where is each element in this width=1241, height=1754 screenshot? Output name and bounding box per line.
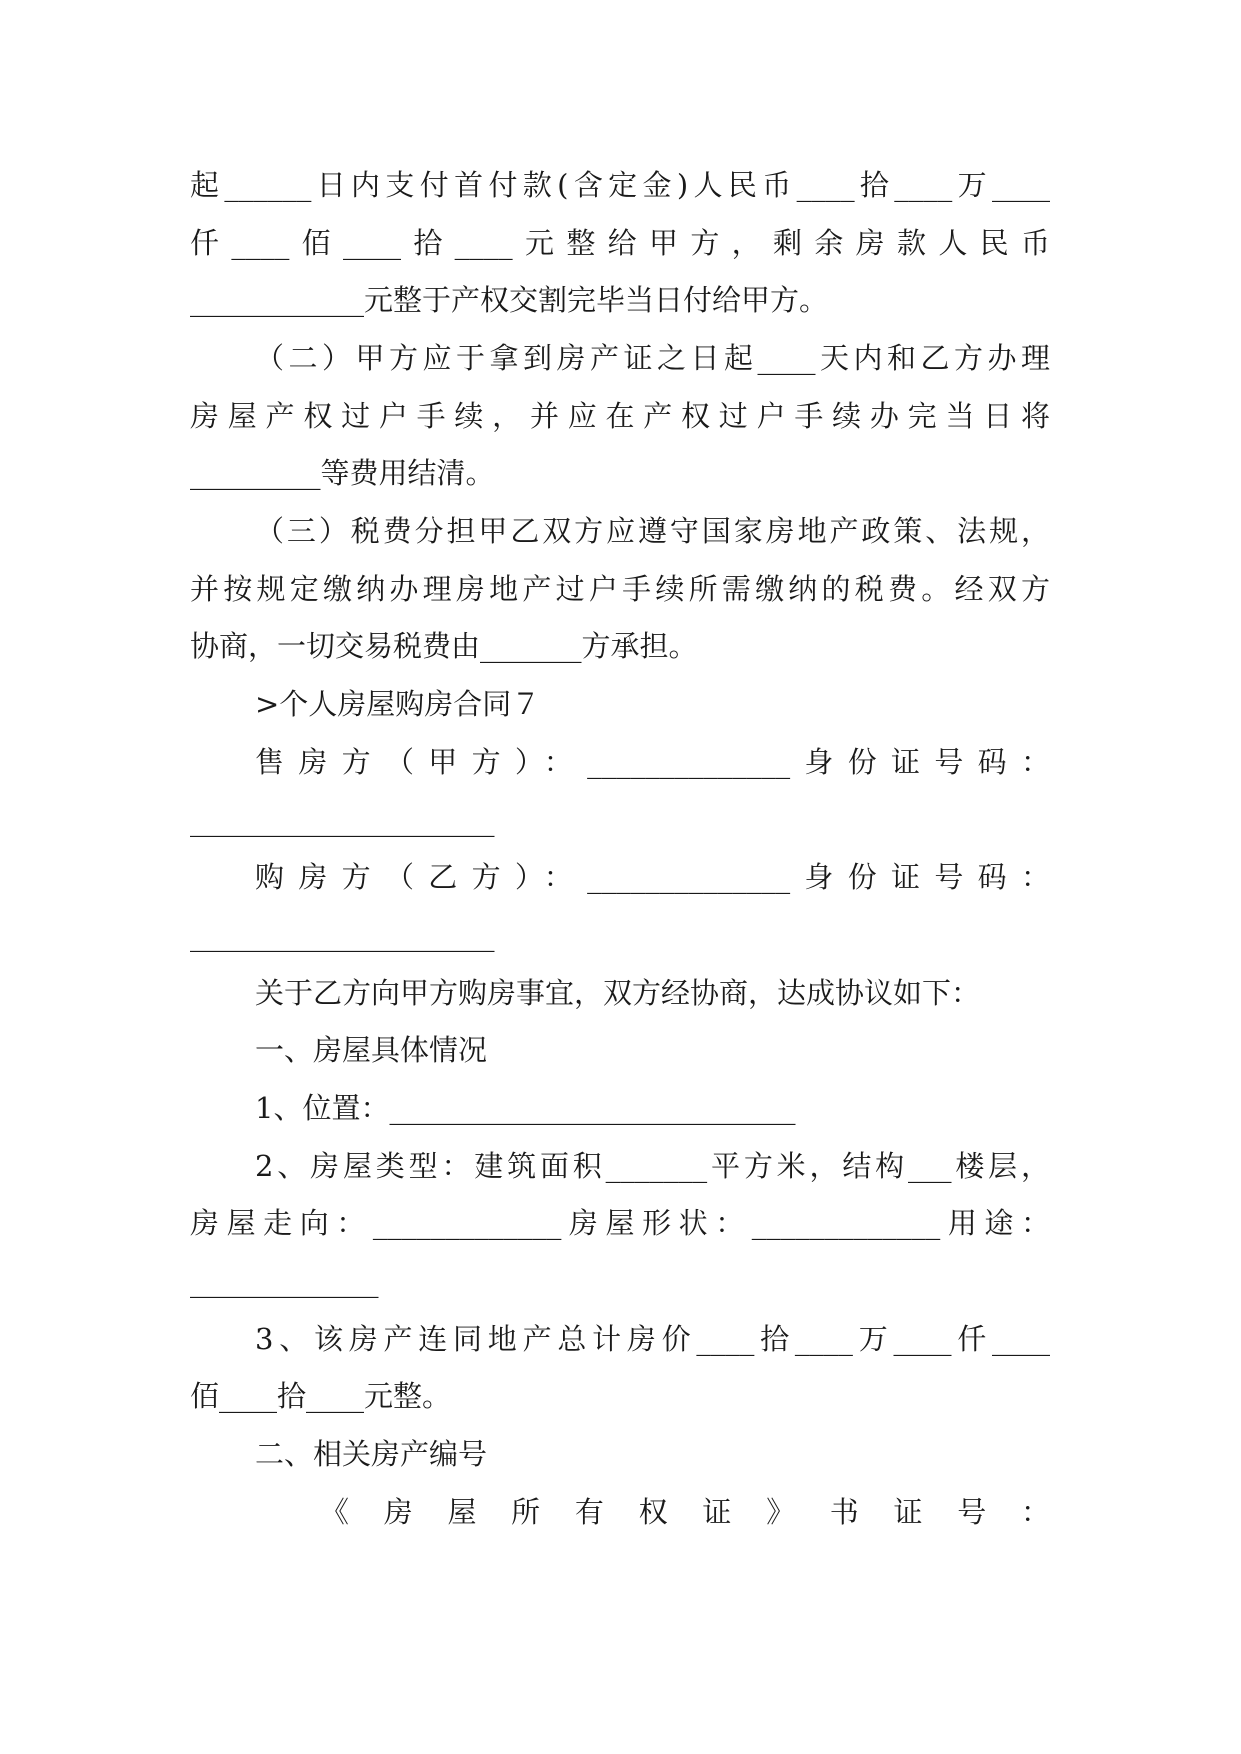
text-line: 2、房屋类型：建筑面积_______平方米，结构___楼层， bbox=[255, 1149, 1050, 1183]
text-line: _____________________ bbox=[190, 918, 495, 952]
text-line: （二）甲方应于拿到房产证之日起____天内和乙方办理 bbox=[255, 341, 1050, 375]
text-line: 二、相关房产编号 bbox=[255, 1437, 488, 1471]
text-line: 一、房屋具体情况 bbox=[255, 1033, 488, 1067]
text-line: 1、位置：____________________________ bbox=[255, 1091, 796, 1125]
text-line: 购房方（乙方）：______________身份证号码： bbox=[255, 860, 1050, 894]
text-line: 关于乙方向甲方购房事宜，双方经协商，达成协议如下： bbox=[255, 976, 981, 1010]
text-line: ____________元整于产权交割完毕当日付给甲方。 bbox=[190, 283, 829, 317]
text-line: _____________ bbox=[190, 1264, 379, 1298]
text-line: 佰____拾____元整。 bbox=[190, 1379, 452, 1413]
text-line: 售房方（甲方）：______________身份证号码： bbox=[255, 745, 1050, 779]
text-line: （三）税费分担甲乙双方应遵守国家房地产政策、法规， bbox=[255, 514, 1050, 548]
text-line: 起______日内支付首付款(含定金)人民币____拾____万____ bbox=[190, 168, 1050, 202]
text-line: 3、该房产连同地产总计房价____拾____万____仟____ bbox=[255, 1322, 1050, 1356]
text-line: _________等费用结清。 bbox=[190, 456, 495, 490]
text-line: _____________________ bbox=[190, 803, 495, 837]
text-line: 并按规定缴纳办理房地产过户手续所需缴纳的税费。经双方 bbox=[190, 572, 1050, 606]
text-line: 《房屋所有权证》书证号： bbox=[320, 1495, 1050, 1529]
text-line: 房屋产权过户手续，并应在产权过户手续办完当日将 bbox=[190, 399, 1050, 433]
section-heading: >个人房屋购房合同７ bbox=[255, 687, 541, 721]
text-line: 房屋走向：_____________房屋形状：_____________用途： bbox=[190, 1206, 1050, 1240]
text-line: 仟____佰____拾____元整给甲方，剩余房款人民币 bbox=[190, 226, 1050, 260]
text-line: 协商，一切交易税费由_______方承担。 bbox=[190, 629, 698, 663]
